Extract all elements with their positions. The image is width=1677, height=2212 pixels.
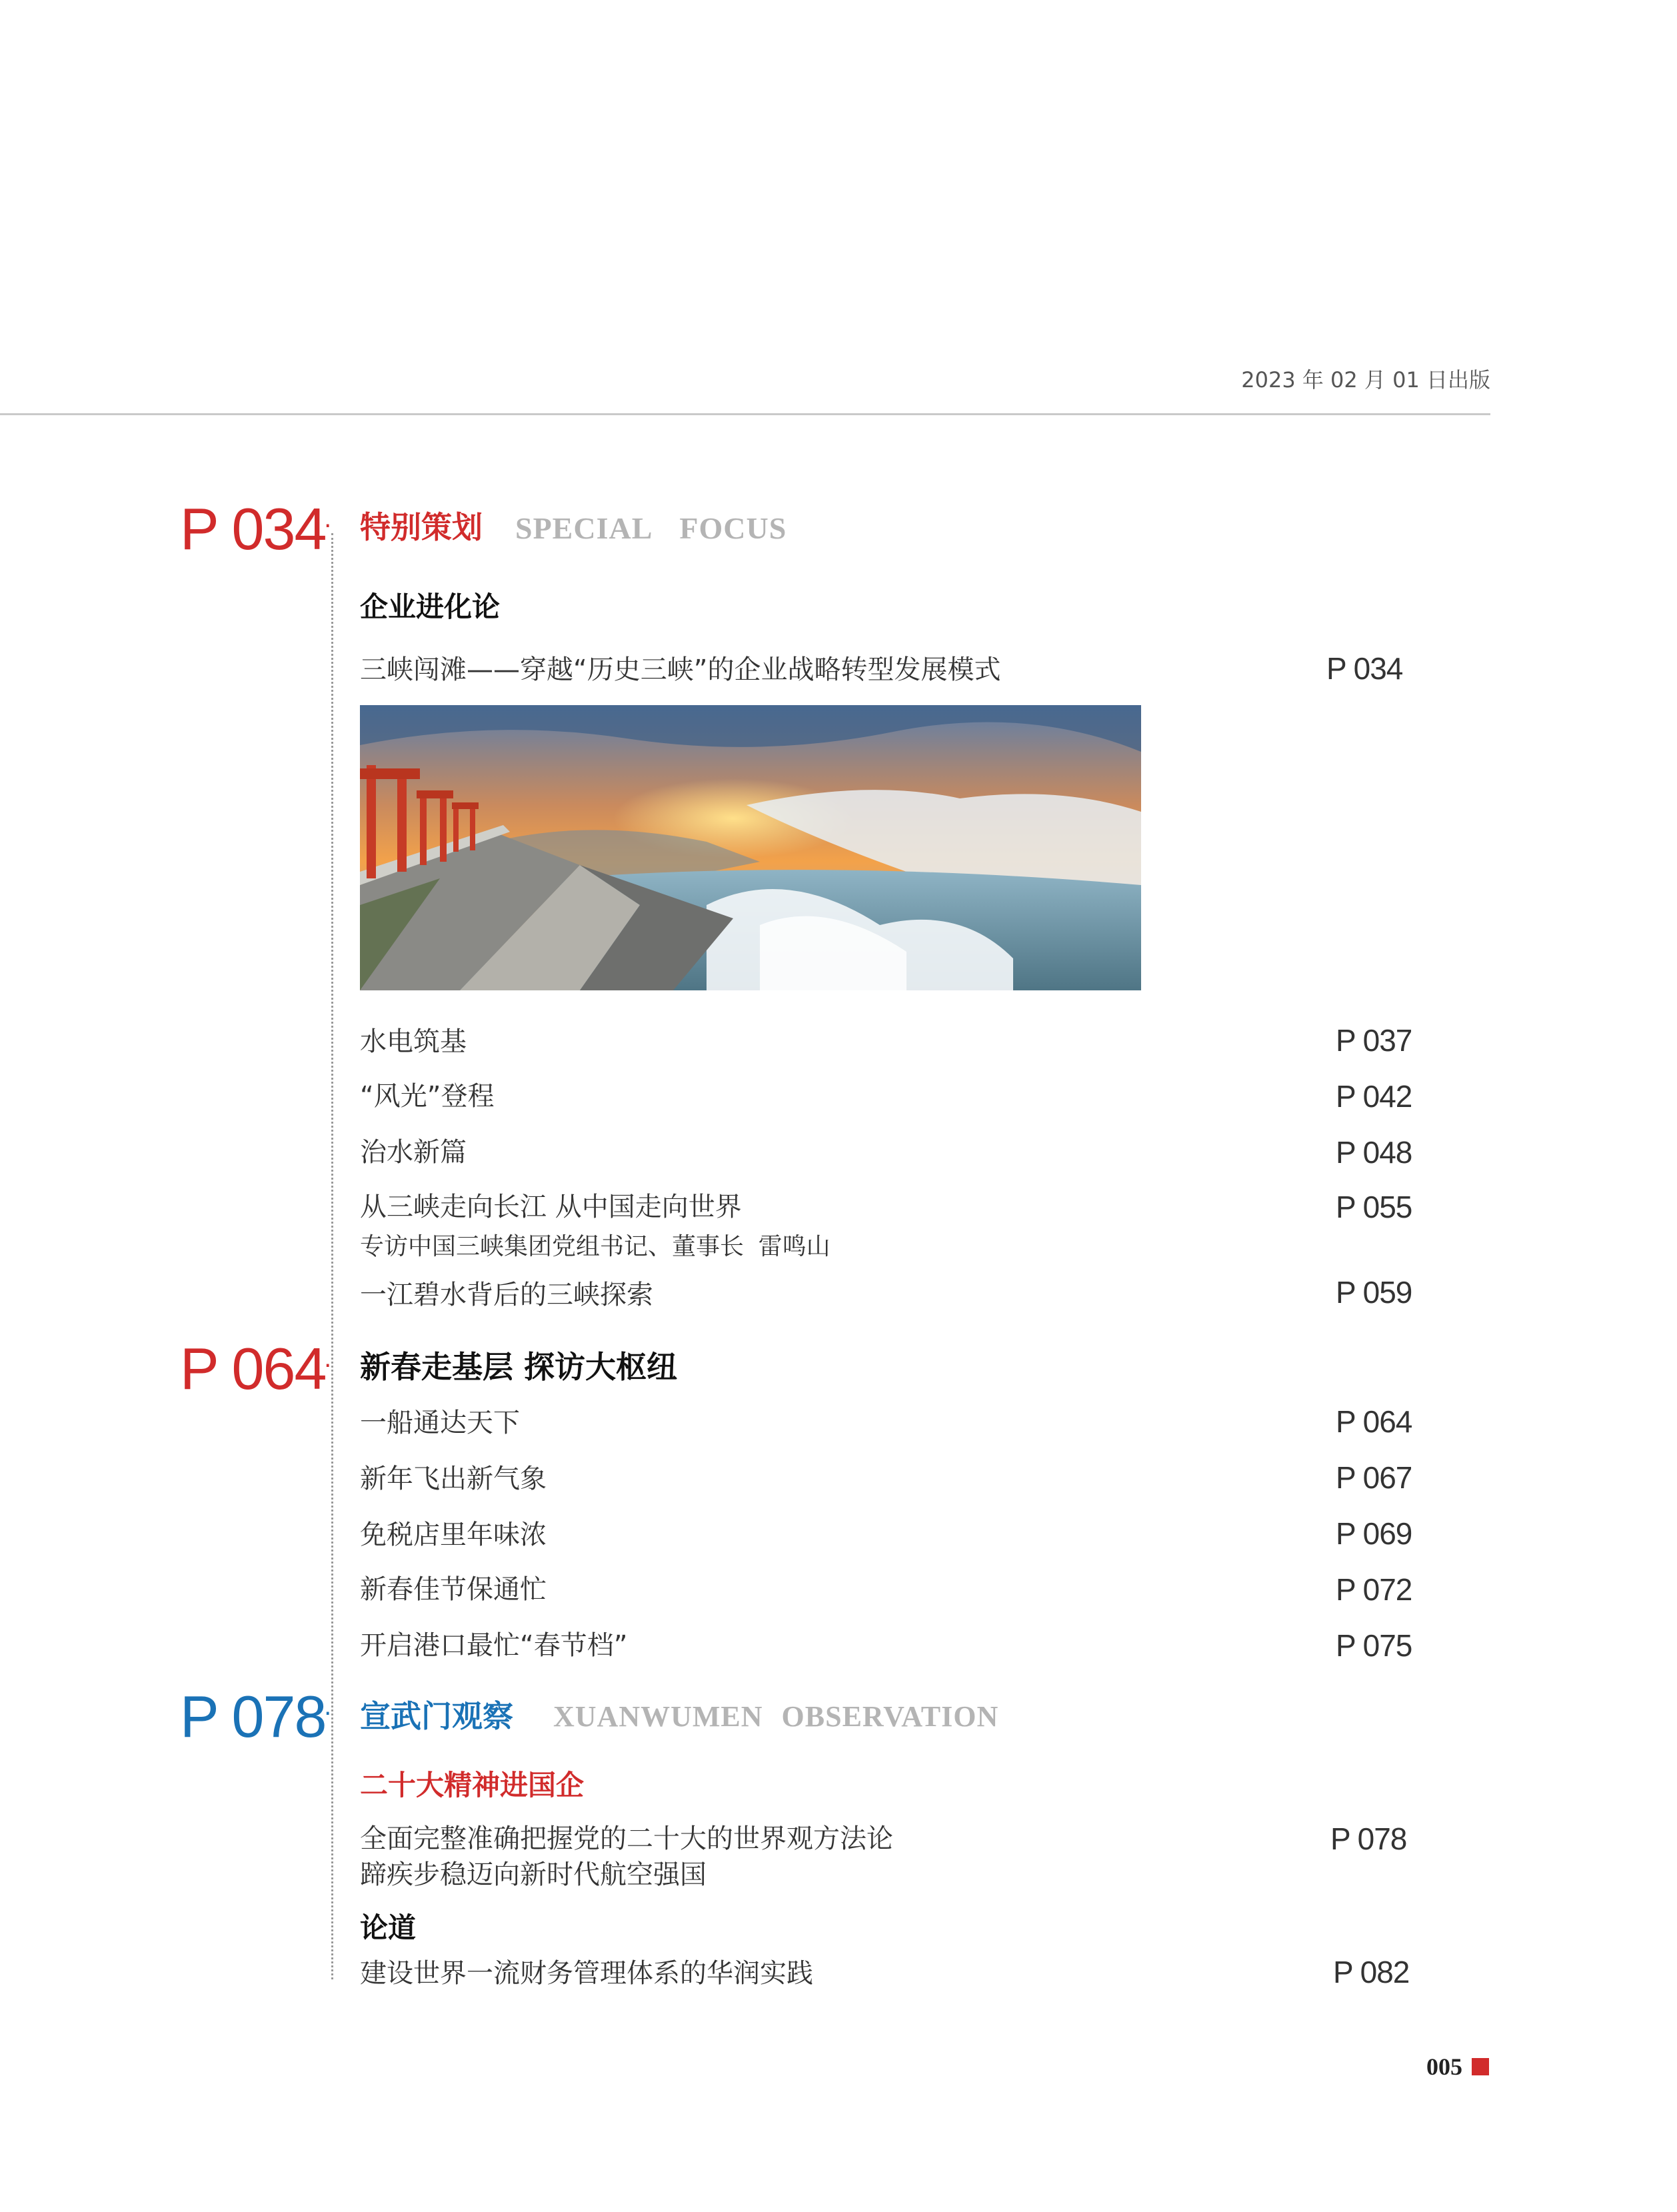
publish-date: 2023 年 02 月 01 日出版 — [1241, 367, 1490, 393]
section-number-grassroots[interactable]: P 064 — [180, 1336, 326, 1402]
toc-entry-subtitle: 专访中国三峡集团党组书记、董事长 雷鸣山 — [360, 1233, 831, 1260]
subhead-lundao: 论道 — [360, 1911, 417, 1944]
toc-entry-title[interactable]: 免税店里年味浓 — [360, 1520, 547, 1550]
english-word: OBSERVATION — [781, 1700, 999, 1733]
toc-entry-page[interactable]: P 059 — [1336, 1275, 1412, 1310]
english-word: SPECIAL — [515, 511, 653, 545]
toc-entry-title[interactable]: 治水新篇 — [360, 1137, 467, 1168]
dotted-guide-line — [331, 533, 333, 1979]
toc-entry-title[interactable]: 新春佳节保通忙 — [360, 1574, 547, 1605]
section-english-observation — [553, 1702, 1025, 1731]
toc-entry-title[interactable]: “风光”登程 — [360, 1081, 495, 1112]
toc-entry-page[interactable]: P 075 — [1336, 1628, 1412, 1663]
section-title-grassroots: 新春走基层 探访大枢纽 — [360, 1349, 678, 1385]
section-dot: · — [324, 513, 332, 540]
english-word: XUANWUMEN — [553, 1700, 763, 1733]
section-title-observation: 宣武门观察 — [360, 1698, 513, 1734]
three-gorges-dam-photo — [360, 705, 1141, 990]
subhead-enterprise-evolution: 企业进化论 — [360, 590, 501, 623]
section-english-special — [515, 513, 813, 544]
toc-entry-page[interactable]: P 069 — [1336, 1516, 1412, 1551]
page-folio — [1426, 2053, 1489, 2081]
toc-entry-page[interactable]: P 067 — [1336, 1460, 1412, 1495]
toc-entry-page[interactable]: P 078 — [1330, 1821, 1407, 1856]
toc-entry-page[interactable]: P 042 — [1336, 1079, 1412, 1114]
toc-entry-page[interactable]: P 037 — [1336, 1023, 1412, 1058]
toc-entry-page[interactable]: P 034 — [1326, 651, 1403, 686]
toc-entry-title[interactable]: 全面完整准确把握党的二十大的世界观方法论 — [360, 1823, 893, 1854]
toc-entry-title[interactable]: 三峡闯滩——穿越“历史三峡”的企业战略转型发展模式 — [360, 654, 1001, 685]
toc-entry-title[interactable]: 新年飞出新气象 — [360, 1464, 547, 1494]
toc-entry-page[interactable]: P 064 — [1336, 1404, 1412, 1439]
english-word: FOCUS — [679, 511, 787, 545]
toc-entry-title[interactable]: 开启港口最忙“春节档” — [360, 1630, 628, 1661]
toc-entry-title[interactable]: 水电筑基 — [360, 1026, 467, 1057]
toc-entry-title[interactable]: 一江碧水背后的三峡探索 — [360, 1280, 653, 1310]
toc-entry-title[interactable]: 蹄疾步稳迈向新时代航空强国 — [360, 1859, 707, 1890]
section-title-special: 特别策划 — [360, 509, 483, 545]
toc-entry-title[interactable]: 一船通达天下 — [360, 1408, 520, 1438]
toc-entry-title[interactable]: 建设世界一流财务管理体系的华润实践 — [360, 1958, 813, 1989]
section-number-observation[interactable]: P 078 — [180, 1683, 326, 1749]
red-square-marker — [1472, 2058, 1489, 2075]
toc-entry-page[interactable]: P 048 — [1336, 1135, 1412, 1170]
toc-entry-page[interactable]: P 082 — [1333, 1955, 1410, 1989]
subhead-congress-spirit: 二十大精神进国企 — [360, 1769, 585, 1801]
toc-entry-title[interactable]: 从三峡走向长江 从中国走向世界 — [360, 1192, 742, 1222]
section-dot: · — [324, 1700, 332, 1727]
toc-entry-page[interactable]: P 055 — [1336, 1190, 1412, 1224]
header-rule — [0, 413, 1490, 415]
section-number-special[interactable]: P 034 — [180, 496, 326, 562]
toc-entry-page[interactable]: P 072 — [1336, 1572, 1412, 1607]
section-dot: · — [324, 1352, 332, 1380]
page-number: 005 — [1426, 2053, 1462, 2080]
